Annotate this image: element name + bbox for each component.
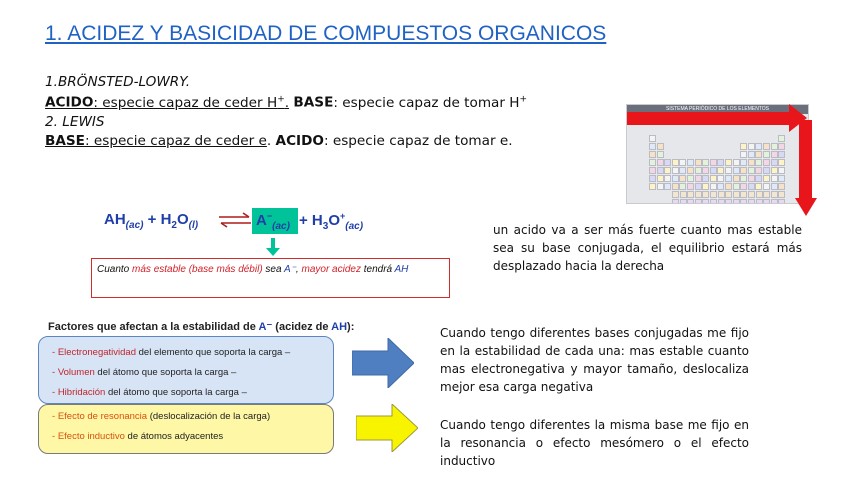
periodic-table-cell [778,175,785,182]
periodic-table-cell [740,191,747,198]
periodic-table-cell [695,167,702,174]
periodic-table-cell [687,183,694,190]
periodic-table-cell [778,199,785,204]
lewis-base-label: BASE [45,133,85,149]
trend-arrow-vertical [799,120,812,202]
periodic-table-cell [695,199,702,204]
periodic-table-cell [725,167,732,174]
periodic-table-cell [679,159,686,166]
periodic-table-cell [710,191,717,198]
periodic-table-cell [679,175,686,182]
periodic-table-cell [725,191,732,198]
periodic-table-cell [748,167,755,174]
equilibrium-arrows-icon [218,211,252,229]
periodic-table-cell [740,167,747,174]
periodic-table-cell [657,151,664,158]
periodic-table-cell [771,151,778,158]
periodic-table-cell [710,167,717,174]
periodic-table-cell [733,199,740,204]
periodic-table-cell [771,191,778,198]
periodic-table-cell [725,199,732,204]
periodic-table-cell [657,159,664,166]
equilibrium-paragraph: un acido va a ser más fuerte cuanto mas estable sea su base conjugada, el equilibrio estará más desplazado hacia la derecha [493,223,802,273]
periodic-table-cell [710,175,717,182]
periodic-table-cell [771,199,778,204]
periodic-table-cell [679,167,686,174]
periodic-table-cell [740,159,747,166]
periodic-table-cell [733,159,740,166]
periodic-table-cell [771,175,778,182]
equation-right: + $H_3O^+_{(ac)}$ [299,211,364,232]
periodic-table-cell [763,151,770,158]
trend-arrow-vertical-head [795,198,817,216]
right-arrow-icon [356,404,418,452]
periodic-table-cell [702,167,709,174]
periodic-table-cell [733,183,740,190]
lewis-base-text: : especie capaz de ceder e [84,133,267,149]
periodic-table-cell [649,167,656,174]
periodic-table-cell [778,159,785,166]
periodic-table-cell [748,151,755,158]
periodic-table-cell [763,191,770,198]
periodic-table-cell [717,167,724,174]
periodic-table-cell [702,191,709,198]
periodic-table-cell [718,199,725,204]
lewis-heading: 2. LEWIS [45,114,105,130]
periodic-table-cell [695,191,702,198]
trend-arrow-horizontal [627,112,790,125]
periodic-table-cell [672,167,679,174]
periodic-table-cell [672,183,679,190]
periodic-table-cell [702,199,709,204]
page-title: 1. ACIDEZ Y BASICIDAD DE COMPUESTOS ORGANICOS [45,22,607,45]
periodic-table-cell [771,183,778,190]
periodic-table-cell [649,135,656,142]
periodic-table-cell [680,199,687,204]
resonance-paragraph: Cuando tengo diferentes la misma base me fijo en la resonancia o efecto mesómero o el efecto inductivo [440,418,749,468]
periodic-table-cell [672,159,679,166]
periodic-table-cell [740,151,747,158]
periodic-table-header: SISTEMA PERIÓDICO DE LOS ELEMENTOS [627,105,808,114]
periodic-table-cell [763,199,770,204]
stability-note: Cuanto más estable (base más débil) sea A⁻, mayor acidez tendrá AH [97,264,409,275]
periodic-table-cell [771,167,778,174]
periodic-table-cell [695,159,702,166]
periodic-table-cell [748,199,755,204]
periodic-table-cell [664,167,671,174]
periodic-table-cell [778,151,785,158]
bronsted-acid-label: ACIDO [45,94,94,111]
periodic-table-cell [771,159,778,166]
lewis-acid-text: : especie capaz de tomar e. [323,133,513,149]
conjugate-base-label: $A^-_{(ac)}$ [256,211,290,232]
bronsted-base-text: : especie capaz de tomar H+ [333,94,528,111]
periodic-table-cell [649,175,656,182]
bronsted-acid-text: : especie capaz de ceder H+. [93,94,290,111]
periodic-table-cell [756,199,763,204]
periodic-table-cell [664,175,671,182]
periodic-table-cell [702,175,709,182]
periodic-table-cell [717,175,724,182]
periodic-table-cell [687,167,694,174]
periodic-table-cell [657,167,664,174]
periodic-table-cell [763,159,770,166]
periodic-table-cell [778,183,785,190]
periodic-table-cell [687,191,694,198]
periodic-table-cell [725,175,732,182]
periodic-table-cell [710,199,717,204]
periodic-table-cell [778,191,785,198]
periodic-table-cell [695,175,702,182]
periodic-table-cell [718,191,725,198]
periodic-table-cell [687,159,694,166]
periodic-table-cell [755,143,762,150]
periodic-table-cell [755,159,762,166]
periodic-table-cell [657,143,664,150]
periodic-table-cell [740,199,747,204]
conjugate-bases-paragraph: Cuando tengo diferentes bases conjugadas me fijo en la estabilidad de cada una: mas estable cuanto mas electronegativa y mayor tamaño, deslocaliza mejor esa carga negativa [440,326,749,394]
right-arrow-icon [352,338,414,388]
periodic-table-cell [755,175,762,182]
periodic-table-cell [733,175,740,182]
periodic-table-cell [763,167,770,174]
periodic-table-cell [657,183,664,190]
periodic-table-cell [680,191,687,198]
periodic-table-cell [740,175,747,182]
periodic-table-cell [755,183,762,190]
bronsted-heading: 1.BRÖNSTED-LOWRY. [45,74,191,90]
periodic-table-cell [649,183,656,190]
factor-item: - Volumen del átomo que soporta la carga – [52,367,237,378]
lewis-definition-line: BASE: especie capaz de ceder e. ACIDO: especie capaz de tomar e. [45,133,513,149]
periodic-table-cell [649,143,656,150]
factors-title: Factores que afectan a la estabilidad de A⁻ (acidez de AH): [48,321,355,333]
factor-item: - Hibridación del átomo que soporta la carga – [52,387,247,398]
periodic-table-cell [725,159,732,166]
periodic-table-cell [679,183,686,190]
periodic-table-cell [717,183,724,190]
periodic-table-cell [778,167,785,174]
periodic-table-cell [672,199,679,204]
periodic-table-cell [756,191,763,198]
bronsted-definition-line [45,94,527,111]
periodic-table-cell [748,175,755,182]
periodic-table-cell [710,183,717,190]
periodic-table-cell [672,175,679,182]
factor-item: - Electronegatividad del elemento que soporta la carga – [52,347,291,358]
periodic-table-cell [657,175,664,182]
bronsted-base-label: BASE [293,94,334,111]
periodic-table-cell [748,143,755,150]
periodic-table-cell [748,191,755,198]
periodic-table-cell [755,167,762,174]
periodic-table-cell [695,183,702,190]
periodic-table-cell [702,183,709,190]
periodic-table-cell [740,183,747,190]
periodic-table-cell [778,143,785,150]
periodic-table-cell [687,175,694,182]
periodic-table-cell [725,183,732,190]
periodic-table-cell [763,183,770,190]
periodic-table-cell [687,199,694,204]
periodic-table-cell [755,151,762,158]
periodic-table-cell [748,159,755,166]
periodic-table-cell [649,159,656,166]
periodic-table-cell [702,159,709,166]
periodic-table-cell [763,143,770,150]
periodic-table-cell [717,159,724,166]
periodic-table-cell [664,183,671,190]
factor-item: - Efecto inductivo de átomos adyacentes [52,431,224,442]
periodic-table-cell [649,151,656,158]
periodic-table-cell [733,167,740,174]
periodic-table-cell [763,175,770,182]
periodic-table-cell [672,191,679,198]
periodic-table-cell [664,159,671,166]
periodic-table-cell [733,191,740,198]
periodic-table-cell [771,143,778,150]
periodic-table-cell [710,159,717,166]
periodic-table-cell [748,183,755,190]
equation-left: $AH_{(ac)} + H_2O_{(l)}$ [104,211,199,231]
periodic-table-cell [778,135,785,142]
lewis-acid-label: ACIDO [275,133,324,149]
periodic-table-cell [740,143,747,150]
factor-item: - Efecto de resonancia (deslocalización de la carga) [52,411,271,422]
down-arrow-head [266,248,280,256]
